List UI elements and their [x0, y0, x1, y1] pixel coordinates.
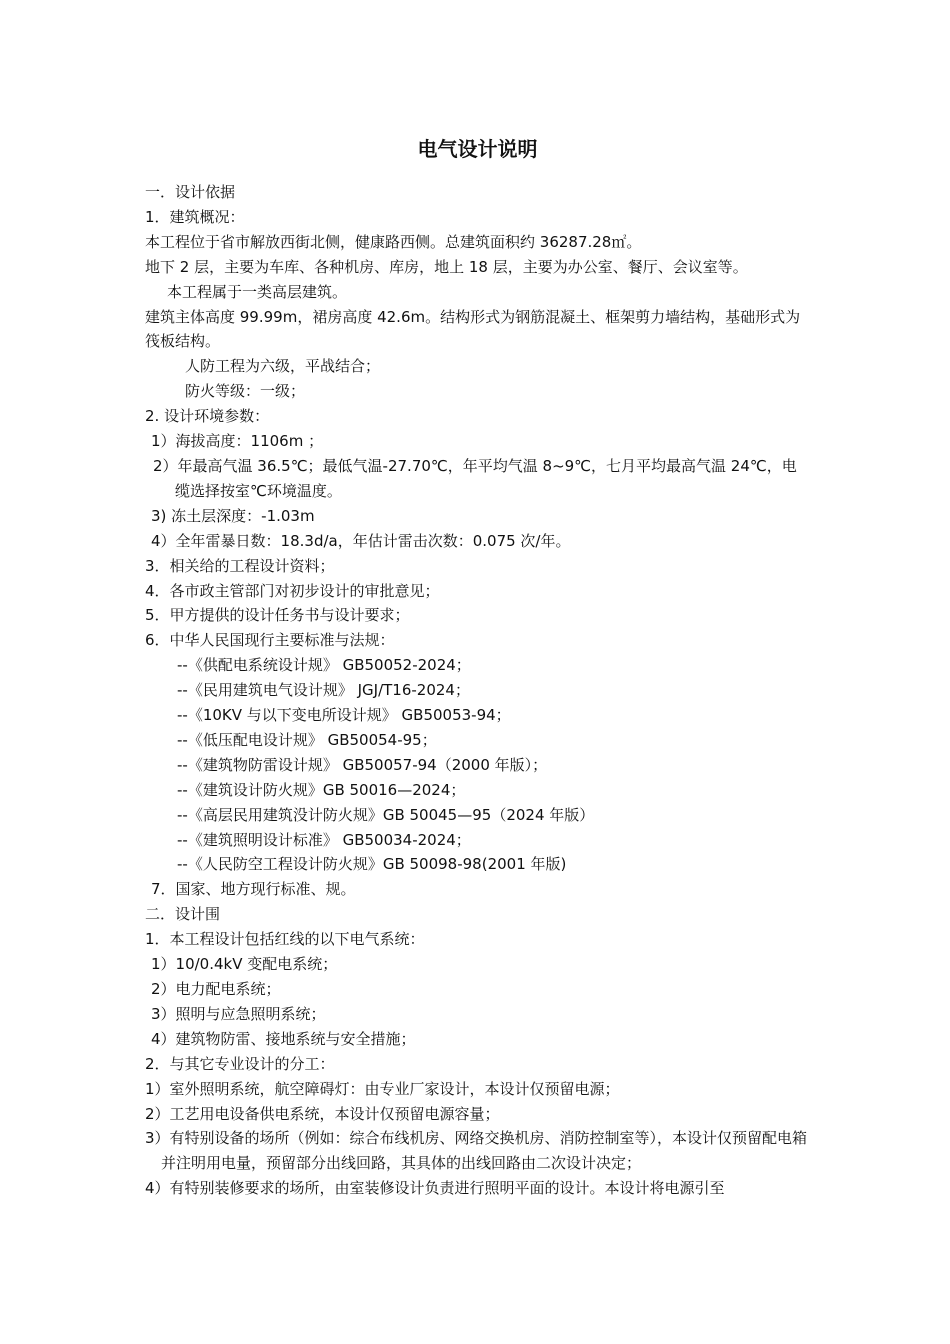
paragraph: 地下 2 层，主要为车库、各种机房、库房，地上 18 层，主要为办公室、餐厅、会议室等。	[145, 257, 748, 276]
subsection-heading: 1．本工程设计包括红线的以下电气系统：	[145, 930, 425, 949]
list-item: 3) 冻土层深度：-1.03m	[151, 506, 315, 525]
standard-item: --《民用建筑电气设计规》 JGJ/T16-2024；	[177, 681, 470, 700]
paragraph: 防火等级：一级；	[185, 382, 306, 401]
paragraph: 本工程位于省市解放西街北侧，健康路西侧。总建筑面积约 36287.28㎡。	[145, 232, 642, 251]
subsection-heading: 2. 设计环境参数：	[145, 407, 270, 426]
subsection-heading: 1．建筑概况：	[145, 207, 245, 226]
standard-item: --《建筑设计防火规》GB 50016—2024；	[177, 780, 466, 799]
subsection-heading: 4．各市政主管部门对初步设计的审批意见；	[145, 581, 440, 600]
standard-item: --《人民防空工程设计防火规》GB 50098-98(2001 年版)	[177, 855, 567, 874]
list-item: 2）工艺用电设备供电系统，本设计仅预留电源容量；	[145, 1104, 500, 1123]
section-heading: 二．设计围	[145, 905, 221, 924]
standard-item: --《10KV 与以下变电所设计规》 GB50053-94；	[177, 706, 511, 725]
list-item: 3）照明与应急照明系统；	[151, 1004, 326, 1023]
list-item: 1）10/0.4kV 变配电系统；	[151, 955, 338, 974]
list-item: 4）建筑物防雷、接地系统与安全措施；	[151, 1029, 416, 1048]
document-title: 电气设计说明	[417, 137, 538, 161]
paragraph: 人防工程为六级，平战结合；	[185, 357, 381, 376]
list-item: 1）海拔高度：1106m ；	[151, 432, 324, 451]
paragraph: 本工程属于一类高层建筑。	[167, 282, 348, 301]
subsection-heading: 2．与其它专业设计的分工：	[145, 1054, 335, 1073]
list-item: 2）年最高气温 36.5℃；最低气温-27.70℃，年平均气温 8~9℃，七月平均最高气温 24℃，电缆选择按室℃环境温度。	[153, 456, 797, 500]
section-heading: 一．设计依据	[145, 183, 236, 201]
standard-item: --《建筑物防雷设计规》 GB50057-94（2000 年版）；	[177, 755, 548, 774]
standard-item: --《高层民用建筑没计防火规》GB 50045—95（2024 年版）	[177, 805, 595, 824]
paragraph: 建筑主体高度 99.99m，裙房高度 42.6m。结构形式为钢筋混凝土、框架剪力墙结构，基础形式为筏板结构。	[145, 307, 801, 351]
list-item: 2）电力配电系统；	[151, 980, 281, 998]
subsection-heading: 6．中华人民国现行主要标准与法规：	[145, 631, 395, 650]
standard-item: --《供配电系统设计规》 GB50052-2024；	[177, 656, 471, 675]
list-item: 7．国家、地方现行标准、规。	[151, 880, 356, 899]
standard-item: --《建筑照明设计标准》 GB50034-2024；	[177, 830, 471, 849]
list-item: 3）有特别设备的场所（例如：综合布线机房、网络交换机房、消防控制室等），本设计仅预留配电箱并注明用电量，预留部分出线回路，其具体的出线回路由二次设计决定；	[145, 1129, 808, 1173]
list-item: 4）全年雷暴日数：18.3d/a，年估计雷击次数：0.075 次/年。	[151, 531, 571, 550]
list-item: 1）室外照明系统，航空障碍灯：由专业厂家设计，本设计仅预留电源；	[145, 1079, 620, 1098]
subsection-heading: 3．相关给的工程设计资料；	[145, 556, 335, 575]
standard-item: --《低压配电设计规》 GB50054-95；	[177, 730, 437, 749]
subsection-heading: 5．甲方提供的设计任务书与设计要求；	[145, 606, 410, 625]
list-item: 4）有特别装修要求的场所，由室装修设计负责进行照明平面的设计。本设计将电源引至	[145, 1179, 725, 1198]
